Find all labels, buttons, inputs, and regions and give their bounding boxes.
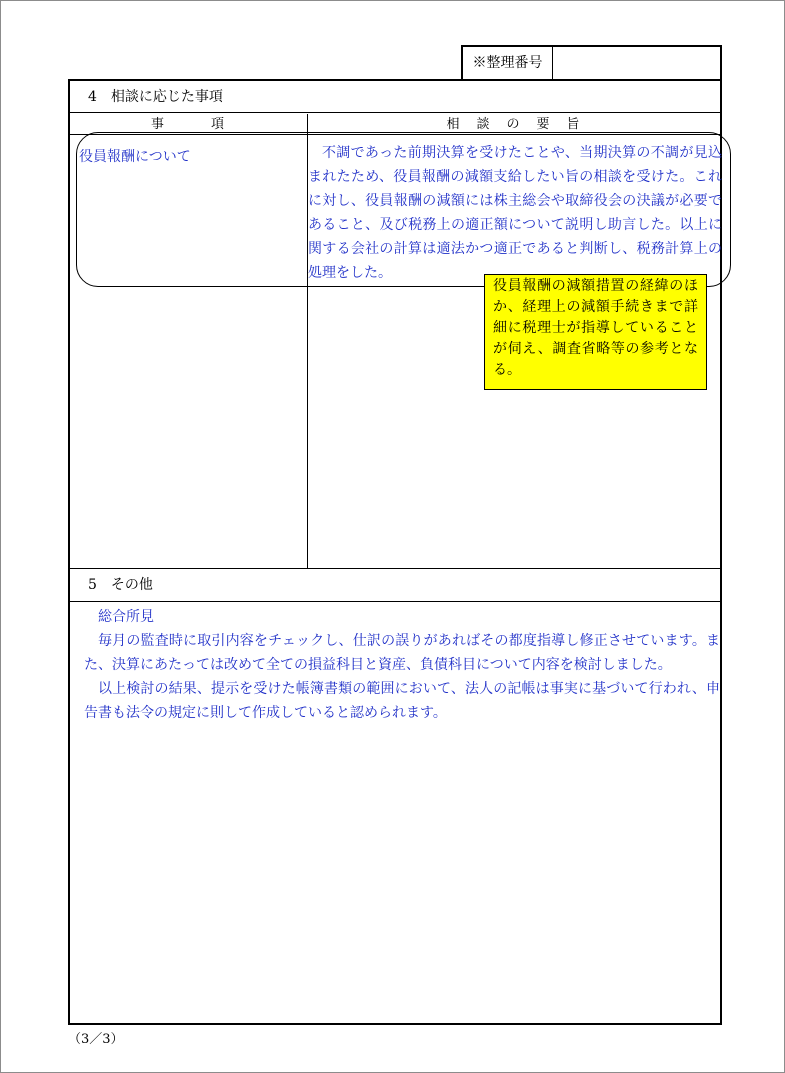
section4-heading: 4 相談に応じた事項 [70, 81, 720, 113]
consultation-item: 役員報酬について [79, 149, 191, 165]
consultation-summary: 不調であった前期決算を受けたことや、当期決算の不調が見込まれたため、役員報酬の減額支給したい旨の相談を受けた。これに対し、役員報酬の減額には株主総会や取締役会の決議が必要であること、及び税務上の適正額について説明し助言した。以上に関する会社の計算は適法かつ適正であると判断し、税務計算上の処理をした。 [308, 145, 722, 281]
remarks-paragraph-1: 毎月の監査時に取引内容をチェックし、仕訳の誤りがあればその都度指導し修正させています。また、決算にあたっては改めて全ての損益科目と資産、負債科目について内容を検討しました。 [84, 633, 720, 673]
page-number: （3／3） [68, 1032, 124, 1047]
serial-number-value[interactable] [553, 47, 720, 79]
other-remarks [84, 605, 720, 725]
section5-heading: 5 その他 [70, 568, 720, 602]
serial-number-box [461, 45, 722, 79]
remarks-paragraph-2: 以上検討の結果、提示を受けた帳簿書類の範囲において、法人の記帳は事実に基づいて行われ、申告書も法令の規定に則して作成していると認められます。 [84, 681, 720, 721]
serial-number-label: ※整理番号 [463, 47, 553, 79]
remarks-title: 総合所見 [98, 609, 154, 625]
highlight-oval [76, 132, 731, 287]
column-header-item: 事 項 [70, 114, 307, 135]
callout-note: 役員報酬の減額措置の経緯のほか、経理上の減額手続きまで詳細に税理士が指導していることが伺え、調査省略等の参考となる。 [484, 274, 707, 390]
column-header-summary: 相 談 の 要 旨 [308, 114, 720, 135]
